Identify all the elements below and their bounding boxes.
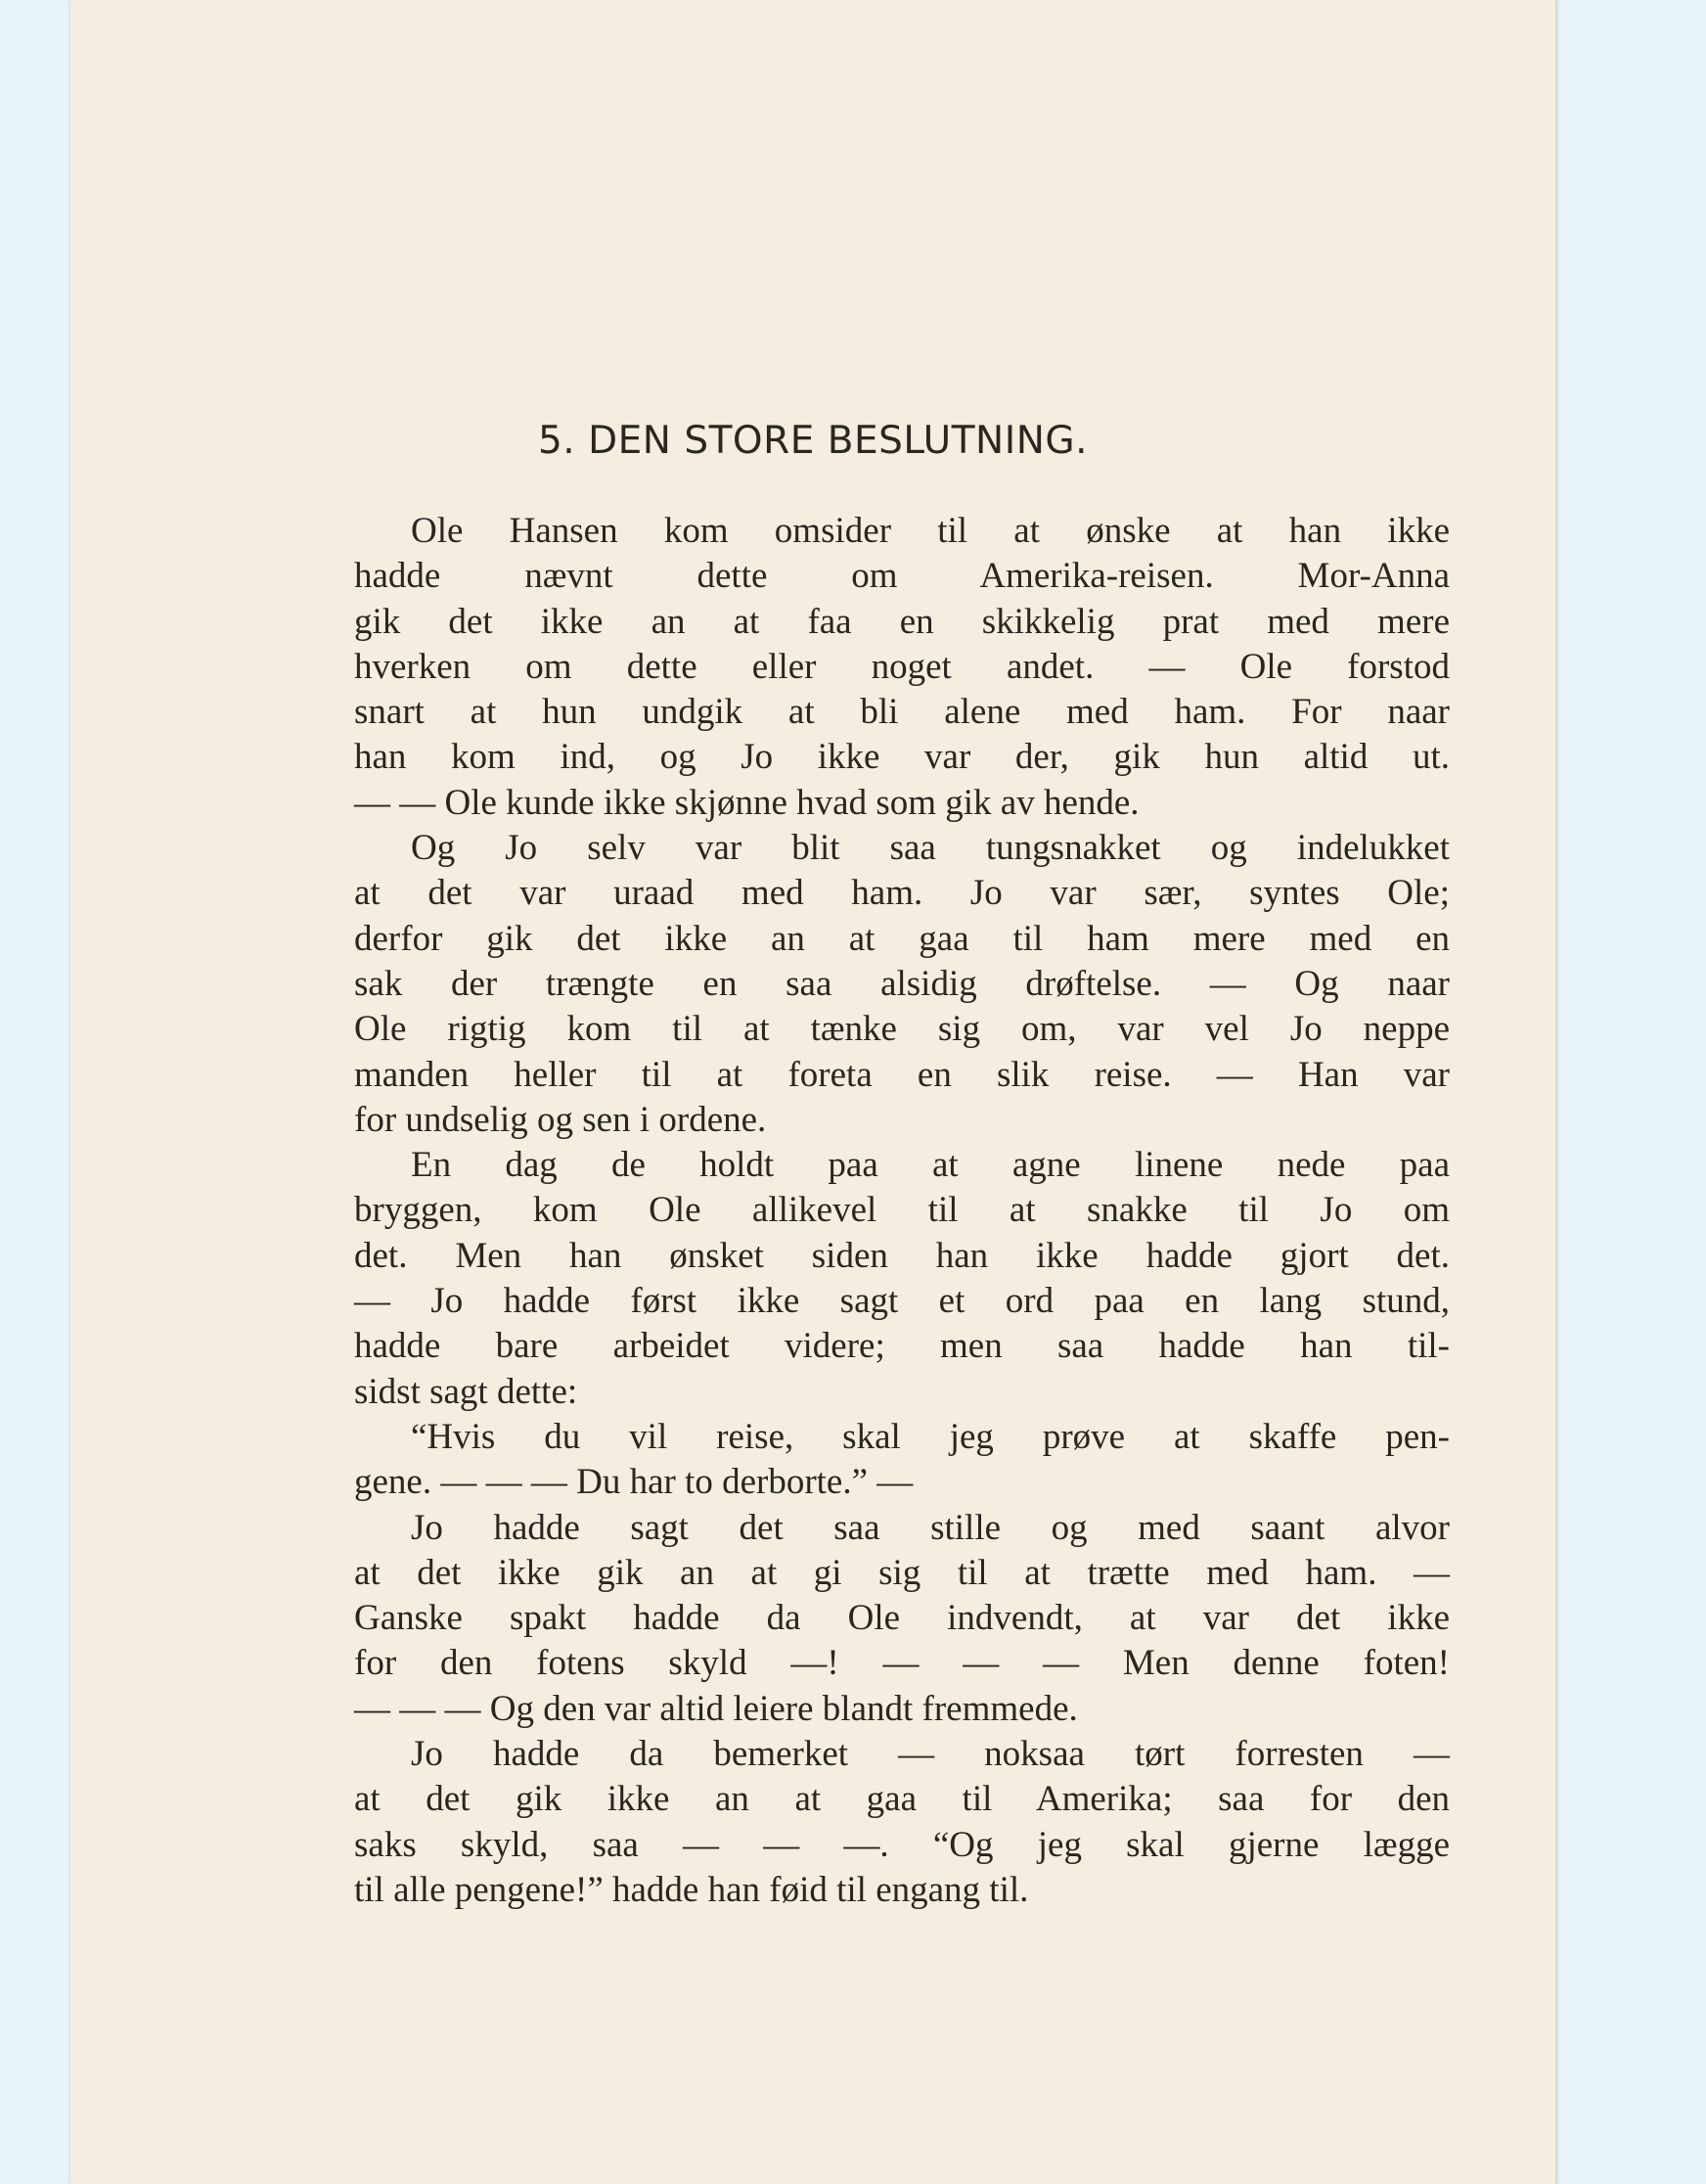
text-line: — Jo hadde først ikke sagt et ord paa en lang stund, [354,1281,1450,1322]
text-line: sak der trængte en saa alsidig drøftelse. — Og naar [354,963,1450,1004]
text-line: at det var uraad med ham. Jo var sær, syntes Ole; [354,873,1450,914]
text-line: hverken om dette eller noget andet. — Ole forstod [354,646,1450,687]
text-line: hadde bare arbeidet videre; men saa hadde han til- [354,1326,1450,1367]
text-line: han kom ind, og Jo ikke var der, gik hun altid ut. [354,737,1450,778]
text-line: at det ikke gik an at gi sig til at trætte med ham. — [354,1552,1450,1593]
text-line: at det gik ikke an at gaa til Amerika; saa for den [354,1779,1450,1820]
text-line: — — — Og den var altid leiere blandt fremmede. [354,1688,1078,1729]
text-line: hadde nævnt dette om Amerika-reisen. Mor-Anna [354,556,1450,597]
text-line: Jo hadde sagt det saa stille og med saant alvor [411,1507,1450,1548]
text-line: Ole rigtig kom til at tænke sig om, var vel Jo neppe [354,1009,1450,1050]
text-line: bryggen, kom Ole allikevel til at snakke til Jo om [354,1190,1450,1231]
text-line: Ganske spakt hadde da Ole indvendt, at var det ikke [354,1598,1450,1639]
text-line: — — Ole kunde ikke skjønne hvad som gik av hende. [354,782,1140,823]
book-page [70,0,1555,2184]
text-line: manden heller til at foreta en slik reise. — Han var [354,1054,1450,1095]
text-line: “Hvis du vil reise, skal jeg prøve at skaffe pen- [411,1416,1450,1457]
text-line: Jo hadde da bemerket — noksaa tørt forresten — [411,1734,1450,1775]
chapter-heading: 5. DEN STORE BESLUTNING. [537,419,1089,463]
text-line: snart at hun undgik at bli alene med ham. For naar [354,692,1450,733]
text-line: Og Jo selv var blit saa tungsnakket og indelukket [411,828,1450,869]
text-line: for den fotens skyld —! — — — Men denne foten! [354,1643,1450,1684]
text-line: til alle pengene!” hadde han føid til engang til. [354,1869,1029,1910]
text-line: En dag de holdt paa at agne linene nede paa [411,1145,1450,1186]
text-line: gene. — — — Du har to derborte.” — [354,1462,914,1503]
text-line: derfor gik det ikke an at gaa til ham mere med en [354,918,1450,959]
text-line: sidst sagt dette: [354,1371,578,1412]
body-text [354,509,1450,1913]
text-line: gik det ikke an at faa en skikkelig prat med mere [354,601,1450,642]
text-line: det. Men han ønsket siden han ikke hadde gjort det. [354,1235,1450,1276]
text-line: for undselig og sen i ordene. [354,1099,767,1140]
text-line: saks skyld, saa — — —. “Og jeg skal gjerne lægge [354,1824,1450,1865]
text-line: Ole Hansen kom omsider til at ønske at han ikke [411,511,1450,551]
